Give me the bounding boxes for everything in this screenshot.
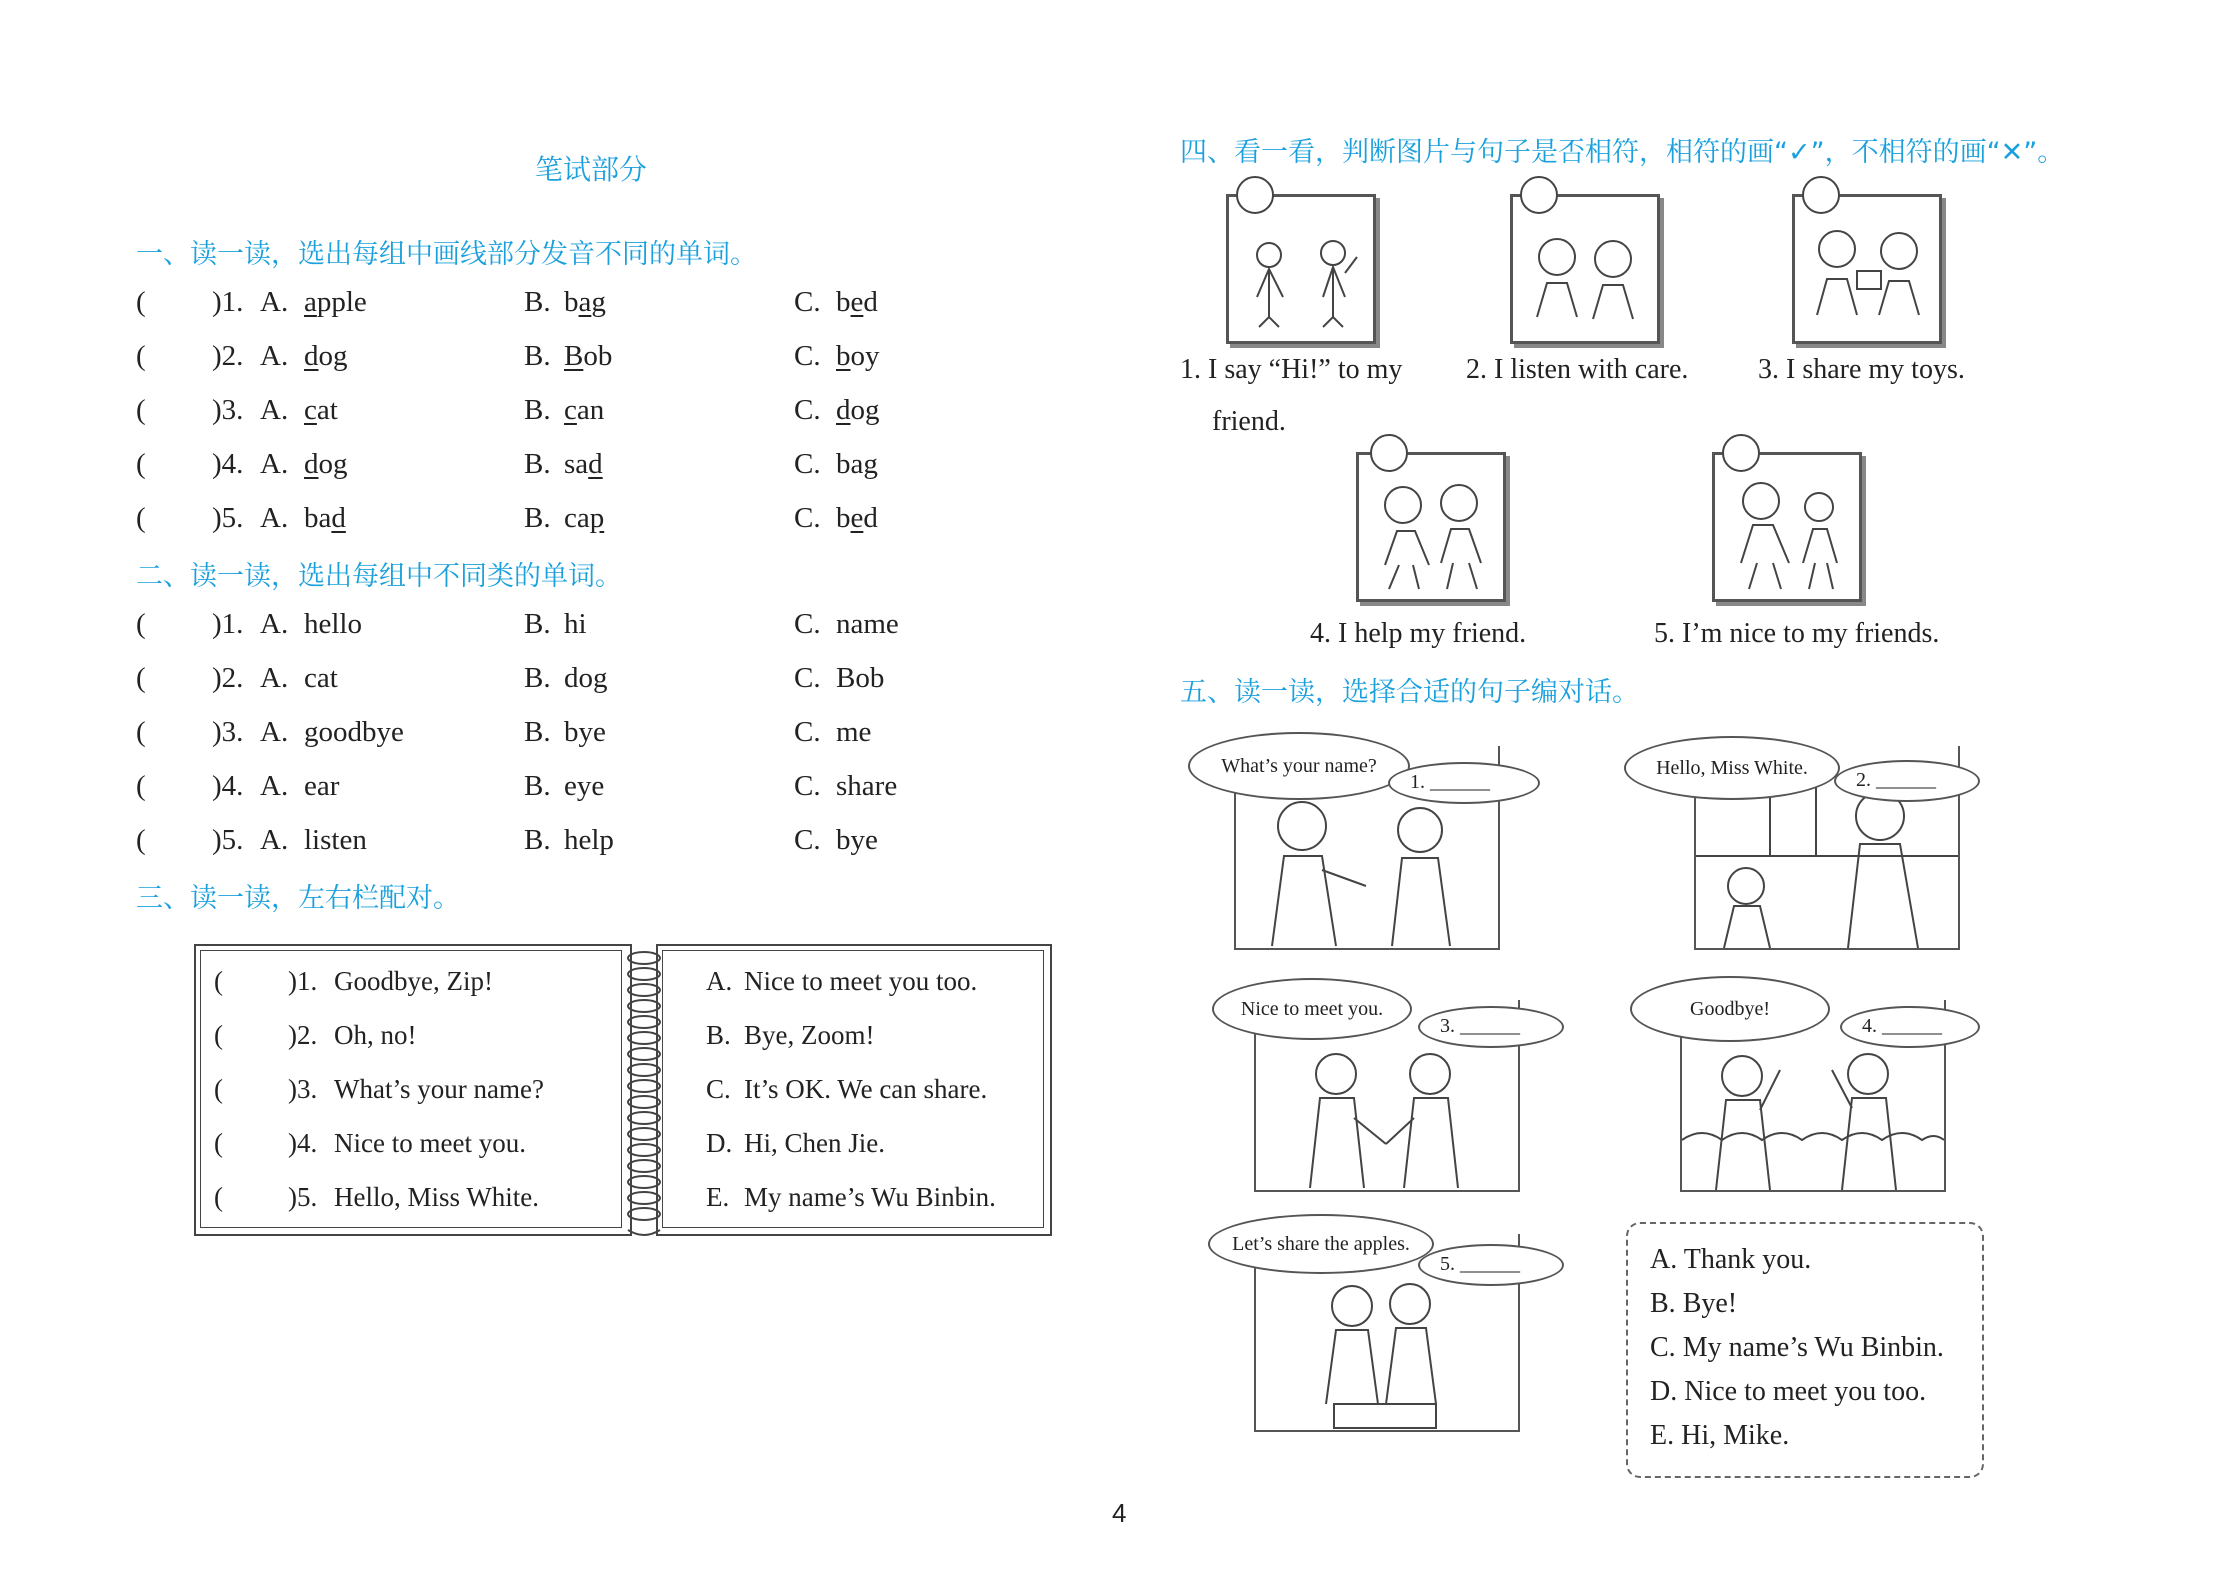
option-c-word: dog (836, 394, 880, 426)
question-text: Nice to meet you. (334, 1128, 526, 1158)
option-b-letter: B. (524, 286, 551, 318)
answer-circle-2[interactable] (1520, 176, 1558, 214)
question-number: )1. (212, 286, 244, 318)
option-c-word: share (836, 770, 898, 802)
option-e: E. Hi, Mike. (1650, 1420, 1790, 1451)
option-letter: E. (706, 1182, 730, 1212)
option-a-letter: A. (260, 716, 289, 748)
question-row (136, 336, 916, 376)
page-number: 4 (1112, 1498, 1127, 1528)
option-c-word: bed (836, 502, 878, 534)
answer-circle-4[interactable] (1370, 434, 1408, 472)
question-number: )5. (288, 1182, 318, 1212)
answer-paren[interactable]: ( (136, 286, 146, 318)
option-b-letter: B. (524, 662, 551, 694)
option-c-word: bye (836, 824, 878, 856)
sentence-1-cont: friend. (1212, 406, 1286, 437)
picture-3 (1792, 194, 1942, 344)
option-c-word: bed (836, 286, 878, 318)
question-number: )4. (212, 448, 244, 480)
answer-bubble-2[interactable]: 2. ______ (1834, 760, 1980, 802)
answer-bubble-5[interactable]: 5. ______ (1418, 1244, 1564, 1286)
option-a-word: apple (304, 286, 367, 318)
option-b-word: eye (564, 770, 605, 802)
answer-paren[interactable]: ( (136, 448, 146, 480)
page-title: 笔试部分 (535, 153, 648, 186)
option-text: Nice to meet you too. (744, 966, 978, 996)
question-number: )3. (212, 394, 244, 426)
option-a-letter: A. (260, 770, 289, 802)
kids-sharing-toys-icon (1795, 197, 1939, 341)
question-number: )3. (288, 1074, 318, 1104)
answer-paren[interactable]: ( (136, 394, 146, 426)
option-b-word: bye (564, 716, 606, 748)
question-row (136, 658, 916, 698)
sentence-2: 2. I listen with care. (1466, 354, 1689, 385)
option-letter: A. (706, 966, 733, 996)
option-b-word: bag (564, 286, 606, 318)
option-a-letter: A. (260, 824, 289, 856)
option-a: A. Thank you. (1650, 1244, 1812, 1275)
question-text: Oh, no! (334, 1020, 417, 1050)
spiral-binding-icon (624, 944, 664, 1240)
option-b-letter: B. (524, 608, 551, 640)
answer-paren[interactable]: ( (136, 770, 146, 802)
option-a-word: dog (304, 448, 348, 480)
option-a-letter: A. (260, 448, 289, 480)
answer-paren[interactable]: ( (136, 662, 146, 694)
option-a-word: dog (304, 340, 348, 372)
option-b-letter: B. (524, 394, 551, 426)
option-c-letter: C. (794, 340, 821, 372)
option-c: C. My name’s Wu Binbin. (1650, 1332, 1944, 1363)
option-b-word: sad (564, 448, 603, 480)
question-number: )1. (288, 966, 318, 996)
answer-bubble-3[interactable]: 3. ______ (1418, 1006, 1564, 1048)
option-b-word: hi (564, 608, 587, 640)
option-letter: D. (706, 1128, 733, 1158)
option-a-letter: A. (260, 286, 289, 318)
answer-paren[interactable]: ( (136, 502, 146, 534)
option-a-word: bad (304, 502, 346, 534)
option-a-word: cat (304, 662, 338, 694)
option-b-word: can (564, 394, 605, 426)
question-number: )2. (212, 340, 244, 372)
option-text: It’s OK. We can share. (744, 1074, 988, 1104)
option-a-word: listen (304, 824, 367, 856)
question-text: What’s your name? (334, 1074, 544, 1104)
question-number: )4. (212, 770, 244, 802)
section-1-heading: 一、读一读，选出每组中画线部分发音不同的单词。 (136, 239, 757, 270)
answer-paren[interactable]: ( (214, 966, 223, 996)
option-c-word: me (836, 716, 872, 748)
option-b: B. Bye! (1650, 1288, 1738, 1319)
option-b-letter: B. (524, 340, 551, 372)
option-a-word: ear (304, 770, 340, 802)
option-b-letter: B. (524, 824, 551, 856)
section-5-heading: 五、读一读，选择合适的句子编对话。 (1180, 677, 1639, 708)
speech-bubble-5: Let’s share the apples. (1208, 1214, 1434, 1274)
option-c-letter: C. (794, 608, 821, 640)
picture-2 (1510, 194, 1660, 344)
question-text: Hello, Miss White. (334, 1182, 539, 1212)
option-letter: C. (706, 1074, 731, 1104)
option-a-word: hello (304, 608, 362, 640)
option-b-word: dog (564, 662, 608, 694)
answer-bubble-1[interactable]: 1. ______ (1388, 762, 1540, 804)
question-number: )4. (288, 1128, 318, 1158)
option-a-letter: A. (260, 394, 289, 426)
option-text: Hi, Chen Jie. (744, 1128, 885, 1158)
option-c-letter: C. (794, 662, 821, 694)
sentence-3: 3. I share my toys. (1758, 354, 1965, 385)
answer-paren[interactable]: ( (136, 716, 146, 748)
question-row (136, 390, 916, 430)
question-number: )5. (212, 502, 244, 534)
question-row (136, 282, 916, 322)
speech-bubble-3: Nice to meet you. (1212, 978, 1412, 1040)
answer-circle-1[interactable] (1236, 176, 1274, 214)
question-row (136, 766, 916, 806)
option-c-letter: C. (794, 286, 821, 318)
option-c-word: boy (836, 340, 880, 372)
question-row (136, 712, 916, 752)
option-b-word: help (564, 824, 614, 856)
kids-helping-icon (1359, 455, 1503, 599)
option-a-word: cat (304, 394, 338, 426)
picture-4 (1356, 452, 1506, 602)
picture-5 (1712, 452, 1862, 602)
kids-pushing-icon (1715, 455, 1859, 599)
answer-paren[interactable]: ( (214, 1182, 223, 1212)
option-text: Bye, Zoom! (744, 1020, 875, 1050)
answer-paren[interactable]: ( (136, 824, 146, 856)
answer-circle-3[interactable] (1802, 176, 1840, 214)
option-b-word: cap (564, 502, 605, 534)
answer-circle-5[interactable] (1722, 434, 1760, 472)
sentence-4: 4. I help my friend. (1310, 618, 1527, 649)
option-d: D. Nice to meet you too. (1650, 1376, 1927, 1407)
question-number: )2. (288, 1020, 318, 1050)
option-b-letter: B. (524, 716, 551, 748)
question-row (136, 604, 916, 644)
option-a-word: goodbye (304, 716, 404, 748)
question-number: )1. (212, 608, 244, 640)
option-c-letter: C. (794, 448, 821, 480)
kids-talking-icon (1513, 197, 1657, 341)
option-c-word: Bob (836, 662, 885, 694)
option-a-letter: A. (260, 662, 289, 694)
answer-paren[interactable]: ( (214, 1074, 223, 1104)
option-c-letter: C. (794, 824, 821, 856)
answer-paren[interactable]: ( (136, 340, 146, 372)
sentence-1: 1. I say “Hi!” to my (1180, 354, 1403, 385)
answer-paren[interactable]: ( (214, 1128, 223, 1158)
question-number: )2. (212, 662, 244, 694)
option-a-letter: A. (260, 502, 289, 534)
option-b-letter: B. (524, 770, 551, 802)
option-text: My name’s Wu Binbin. (744, 1182, 996, 1212)
answer-paren[interactable]: ( (214, 1020, 223, 1050)
question-number: )3. (212, 716, 244, 748)
option-a-letter: A. (260, 608, 289, 640)
section-4-heading: 四、看一看，判断图片与句子是否相符，相符的画“✓”，不相符的画“✕”。 (1180, 137, 2065, 168)
picture-1 (1226, 194, 1376, 344)
speech-bubble-2: Hello, Miss White. (1624, 736, 1840, 800)
question-row (136, 444, 916, 484)
option-c-letter: C. (794, 770, 821, 802)
option-c-letter: C. (794, 394, 821, 426)
option-b-word: Bob (564, 340, 613, 372)
speech-bubble-4: Goodbye! (1630, 976, 1830, 1042)
option-b-letter: B. (524, 502, 551, 534)
option-c-letter: C. (794, 502, 821, 534)
answer-paren[interactable]: ( (136, 608, 146, 640)
speech-bubble-1: What’s your name? (1188, 732, 1410, 800)
option-c-word: name (836, 608, 899, 640)
option-c-word: bag (836, 448, 878, 480)
section-3-heading: 三、读一读，左右栏配对。 (136, 883, 460, 914)
answer-bubble-4[interactable]: 4. ______ (1840, 1006, 1980, 1048)
question-row (136, 498, 916, 538)
question-number: )5. (212, 824, 244, 856)
option-b-letter: B. (524, 448, 551, 480)
option-letter: B. (706, 1020, 731, 1050)
sentence-5: 5. I’m nice to my friends. (1654, 618, 1940, 649)
option-c-letter: C. (794, 716, 821, 748)
section-2-heading: 二、读一读，选出每组中不同类的单词。 (136, 561, 622, 592)
question-row (136, 820, 916, 860)
question-text: Goodbye, Zip! (334, 966, 493, 996)
option-a-letter: A. (260, 340, 289, 372)
kids-waving-icon (1229, 197, 1373, 341)
